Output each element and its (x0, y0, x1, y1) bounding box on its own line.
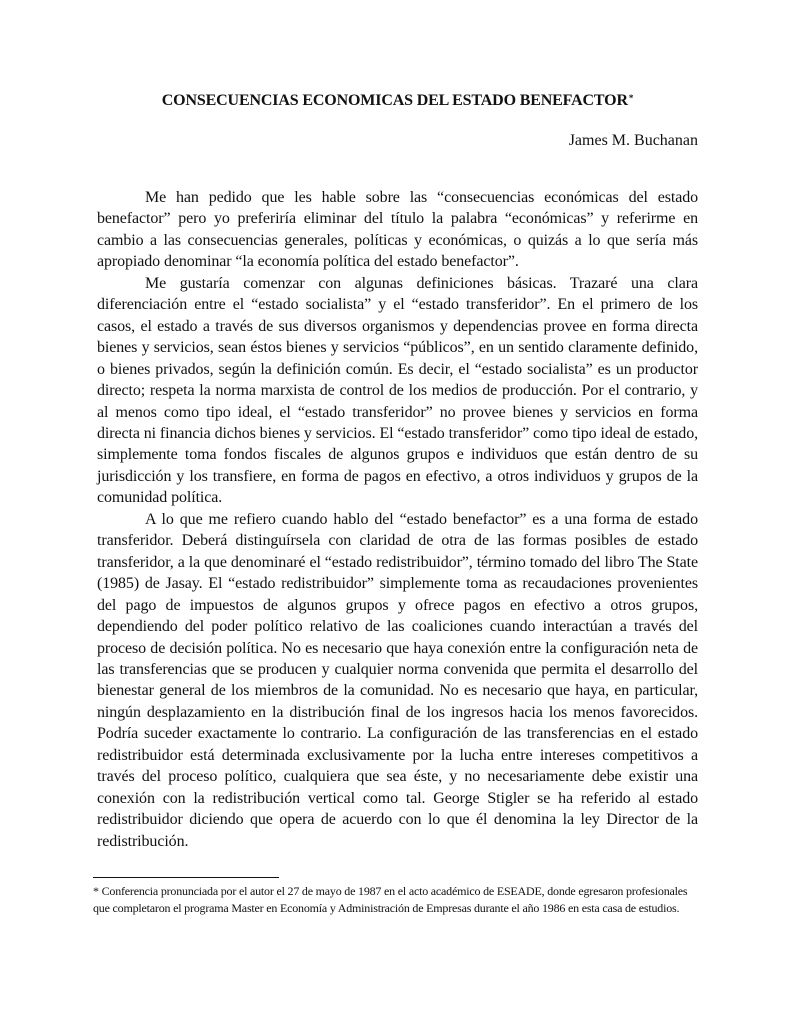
title-text: CONSECUENCIAS ECONOMICAS DEL ESTADO BENEFACTOR (161, 92, 628, 109)
document-body (97, 187, 698, 852)
title-footnote-marker: * (628, 93, 634, 103)
paragraph-1: Me han pedido que les hable sobre las “consecuencias económicas del estado benefactor” pero yo preferiría eliminar del título la palabra “económicas” y referirme en cambio a las consecuencias generales, políticas y económicas, o quizás a lo que sería más apropiado denominar “la economía política del estado benefactor”. (97, 189, 698, 271)
footnote: * Conferencia pronunciada por el autor el 27 de mayo de 1987 en el acto académico de ESEADE, donde egresaron profesionales que completaron el programa Master en Economía y Administración de Empresas durante el año 1986 en esta casa de estudios. (93, 884, 688, 915)
author-name: James M. Buchanan (568, 132, 698, 149)
footnote-separator (93, 877, 279, 878)
document-title (97, 91, 698, 111)
paragraph-3: A lo que me refiero cuando hablo del “estado benefactor” es a una forma de estado transferidor. Deberá distinguírsela con claridad de otra de las formas posibles de estado transferidor, a la que denominaré el “estado redistribuidor”, término tomado del libro The State (1985) de Jasay. El “estado redistribuidor” simplemente toma as recaudaciones provenientes del pago de impuestos de algunos grupos y ofrece pagos en efectivo a otros grupos, dependiendo del poder político relativo de las coaliciones cuando interactúan a través del proceso de decisión política. No es necesario que haya conexión entre la configuración neta de las transferencias que se producen y cualquier norma convenida que permita el desarrollo del bienestar general de los miembros de la comunidad. No es necesario que haya, en particular, ningún desplazamiento en la distribución final de los ingresos hacia los menos favorecidos. Podría suceder exactamente lo contrario. La configuración de las transferencias en el estado redistribuidor está determinada exclusivamente por la lucha entre intereses competitivos a través del proceso político, cualquiera que sea éste, y no necesariamente debe existir una conexión con la redistribución vertical como tal. George Stigler se ha referido al estado redistribuidor diciendo que opera de acuerdo con lo que él denomina la ley Director de la redistribución. (97, 510, 698, 850)
paragraph-2: Me gustaría comenzar con algunas definiciones básicas. Trazaré una clara diferenciación entre el “estado socialista” y el “estado transferidor”. En el primero de los casos, el estado a través de sus diversos organismos y dependencias provee en forma directa bienes y servicios, sean éstos bienes y servicios “públicos”, en un sentido claramente definido, o bienes privados, según la definición común. Es decir, el “estado socialista” es un productor directo; respeta la norma marxista de control de los medios de producción. Por el contrario, y al menos como tipo ideal, el “estado transferidor” no provee bienes y servicios en forma directa ni financia dichos bienes y servicios. El “estado transferidor” como tipo ideal de estado, simplemente toma fondos fiscales de algunos grupos e individuos que están dentro de su jurisdicción y los transfiere, en forma de pagos en efectivo, a otros individuos y grupos de la comunidad política. (97, 274, 698, 507)
